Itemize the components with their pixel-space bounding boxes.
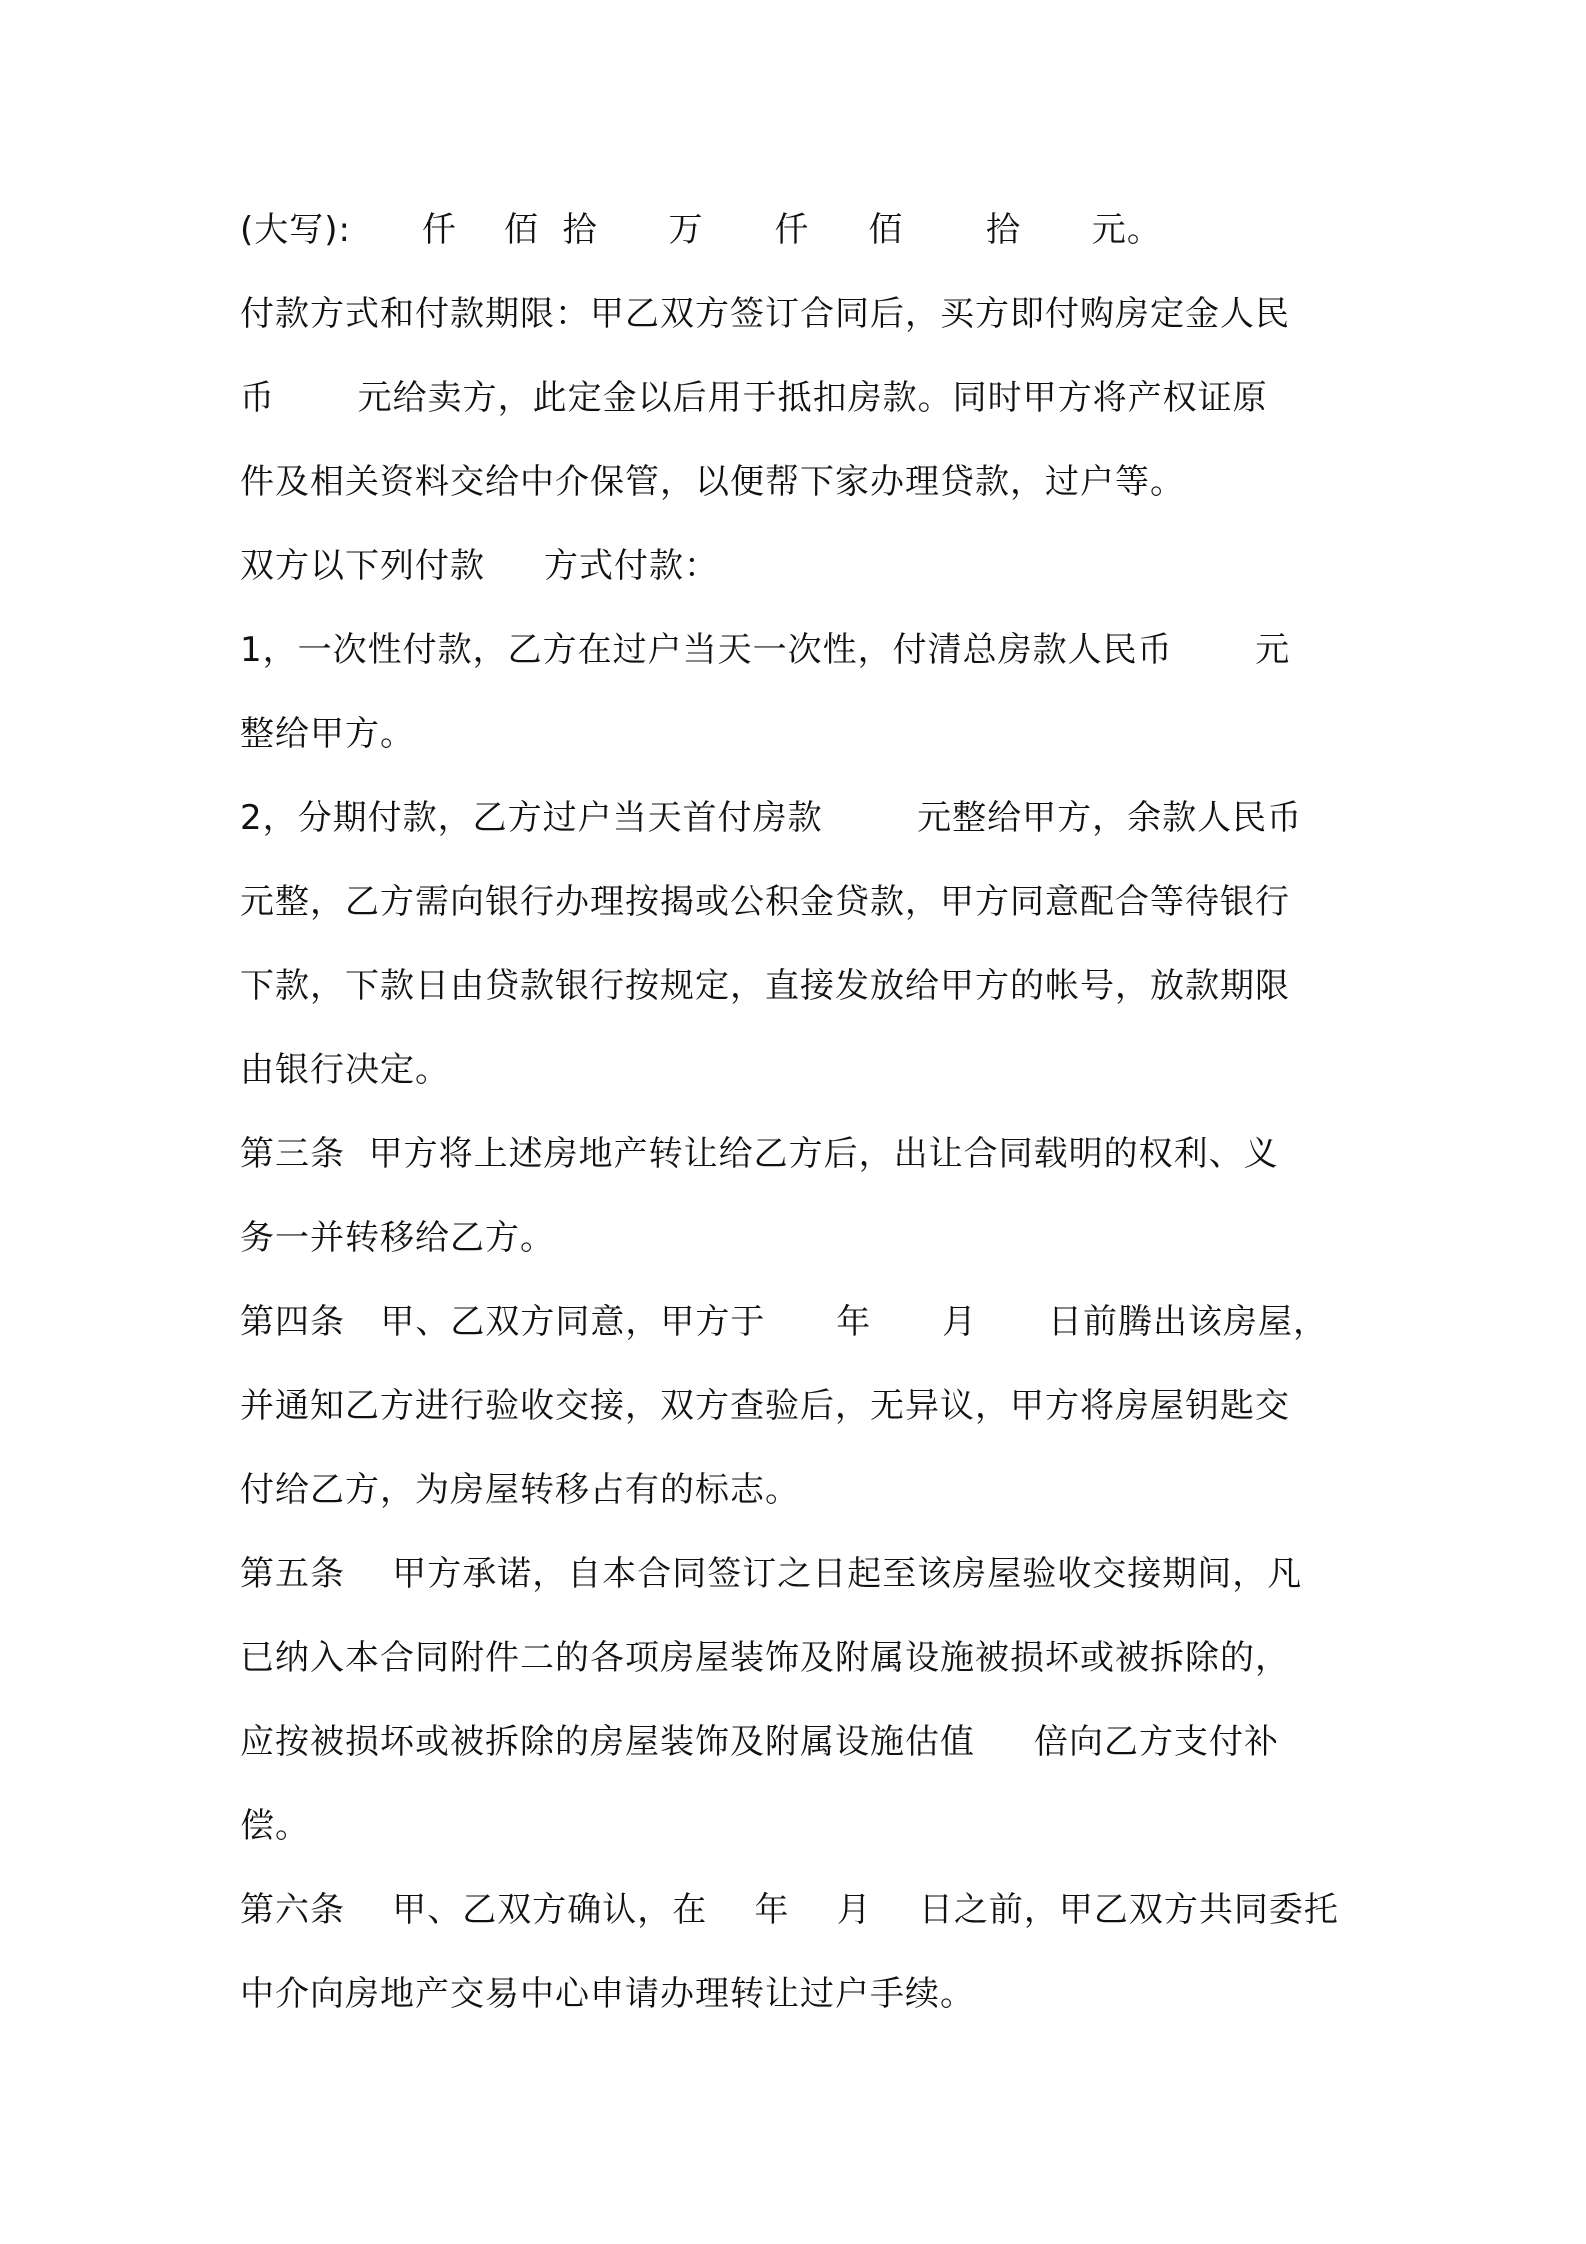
amount-capital-line: (大写): 仟 佰 拾 万 仟 佰 拾 元。 <box>240 210 1162 250</box>
article-4-line-2: 并通知乙方进行验收交接，双方查验后，无异议，甲方将房屋钥匙交 <box>240 1386 1290 1426</box>
article-4-line-1: 第四条 甲、乙双方同意，甲方于 年 月 日前腾出该房屋， <box>240 1302 1328 1342</box>
installment-line-4: 由银行决定。 <box>240 1050 450 1090</box>
lump-sum-line-1: 1，一次性付款，乙方在过户当天一次性，付清总房款人民币 元 <box>240 630 1291 670</box>
article-6-line-1: 第六条 甲、乙双方确认，在 年 月 日之前，甲乙双方共同委托 <box>240 1890 1339 1930</box>
payment-terms-line-3: 件及相关资料交给中介保管，以便帮下家办理贷款，过户等。 <box>240 462 1185 502</box>
article-3-line-2: 务一并转移给乙方。 <box>240 1218 555 1258</box>
lump-sum-line-2: 整给甲方。 <box>240 714 415 754</box>
payment-terms-line-1: 付款方式和付款期限：甲乙双方签订合同后，买方即付购房定金人民 <box>240 294 1290 334</box>
article-5-line-3: 应按被损坏或被拆除的房屋装饰及附属设施估值 倍向乙方支付补 <box>240 1722 1280 1762</box>
article-4-line-3: 付给乙方，为房屋转移占有的标志。 <box>240 1470 800 1510</box>
payment-terms-line-2: 币 元给卖方，此定金以后用于抵扣房款。同时甲方将产权证原 <box>240 378 1268 418</box>
article-6-line-2: 中介向房地产交易中心申请办理转让过户手续。 <box>240 1974 975 2014</box>
installment-line-1: 2，分期付款，乙方过户当天首付房款 元整给甲方，余款人民币 <box>240 798 1303 838</box>
article-5-line-1: 第五条 甲方承诺，自本合同签订之日起至该房屋验收交接期间，凡 <box>240 1554 1303 1594</box>
installment-line-3: 下款，下款日由贷款银行按规定，直接发放给甲方的帐号，放款期限 <box>240 966 1290 1006</box>
article-5-line-2: 已纳入本合同附件二的各项房屋装饰及附属设施被损坏或被拆除的， <box>240 1638 1290 1678</box>
installment-line-2: 元整，乙方需向银行办理按揭或公积金贷款，甲方同意配合等待银行 <box>240 882 1290 922</box>
article-3-line-1: 第三条 甲方将上述房地产转让给乙方后，出让合同载明的权利、义 <box>240 1134 1279 1174</box>
payment-methods-heading: 双方以下列付款 方式付款： <box>240 546 720 586</box>
article-5-line-4: 偿。 <box>240 1806 310 1846</box>
